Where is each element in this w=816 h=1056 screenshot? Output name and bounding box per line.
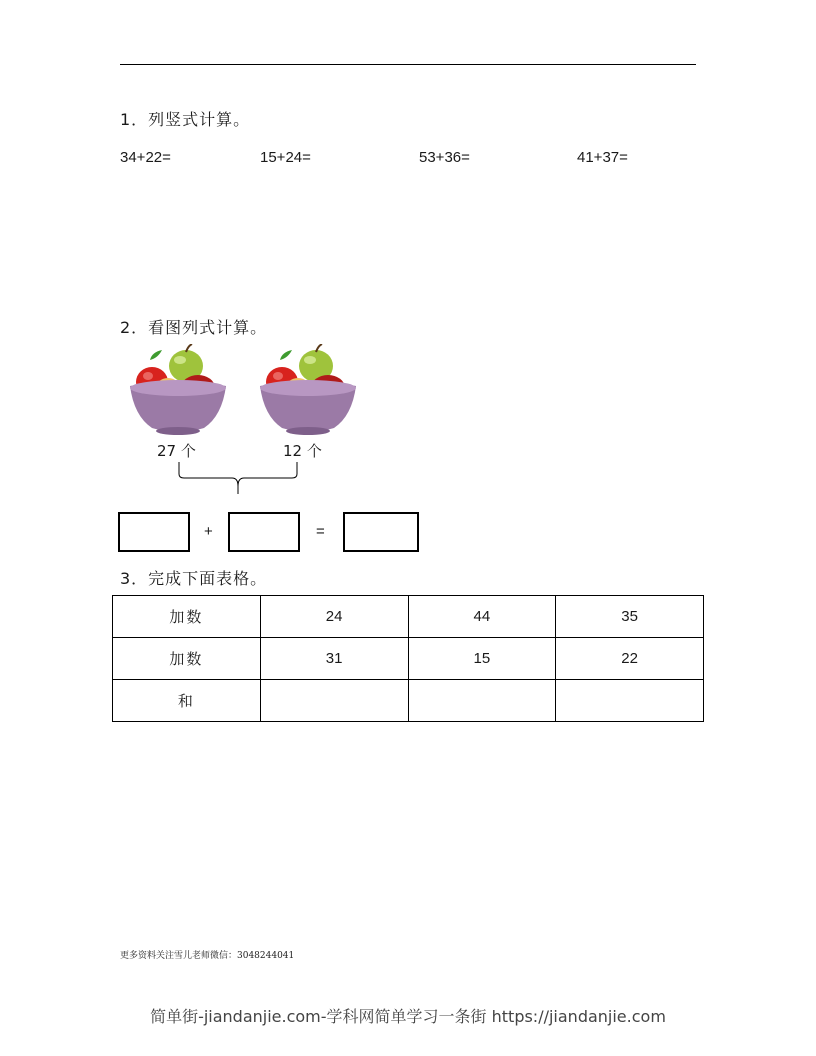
table-cell: 15 <box>408 638 556 680</box>
table-cell: 24 <box>260 596 408 638</box>
fruit-basket-left <box>128 344 228 436</box>
table-row <box>113 680 704 722</box>
table-row <box>113 596 704 638</box>
table-row <box>113 638 704 680</box>
row-label: 和 <box>113 680 261 722</box>
fruit-basket-right <box>258 344 358 436</box>
sum-answer-cell[interactable] <box>260 680 408 722</box>
row-label: 加数 <box>113 638 261 680</box>
expression-3: 53+36= <box>419 149 470 166</box>
question-2-title: 2．看图列式计算。 <box>120 318 268 337</box>
right-basket-count: 12 个 <box>283 442 322 460</box>
plus-sign: + <box>204 523 213 540</box>
sum-answer-cell[interactable] <box>408 680 556 722</box>
site-watermark: 简单街-jiandanjie.com-学科网简单学习一条街 https://jiandanjie.com <box>150 1007 666 1026</box>
total-brace <box>176 460 300 496</box>
expression-4: 41+37= <box>577 149 628 166</box>
addend-answer-box-2[interactable] <box>228 512 300 552</box>
addend-answer-box-1[interactable] <box>118 512 190 552</box>
header-rule <box>120 64 696 65</box>
table-cell: 44 <box>408 596 556 638</box>
table-cell: 22 <box>556 638 704 680</box>
equals-sign: = <box>316 523 325 540</box>
sum-answer-box[interactable] <box>343 512 419 552</box>
question-3-title: 3．完成下面表格。 <box>120 569 268 588</box>
sum-answer-cell[interactable] <box>556 680 704 722</box>
table-cell: 31 <box>260 638 408 680</box>
addition-table <box>112 595 704 722</box>
row-label: 加数 <box>113 596 261 638</box>
left-basket-count: 27 个 <box>157 442 196 460</box>
table-cell: 35 <box>556 596 704 638</box>
footer-note: 更多资料关注雪儿老师微信：3048244041 <box>120 951 295 961</box>
expression-1: 34+22= <box>120 149 171 166</box>
expression-2: 15+24= <box>260 149 311 166</box>
question-1-title: 1．列竖式计算。 <box>120 110 251 129</box>
